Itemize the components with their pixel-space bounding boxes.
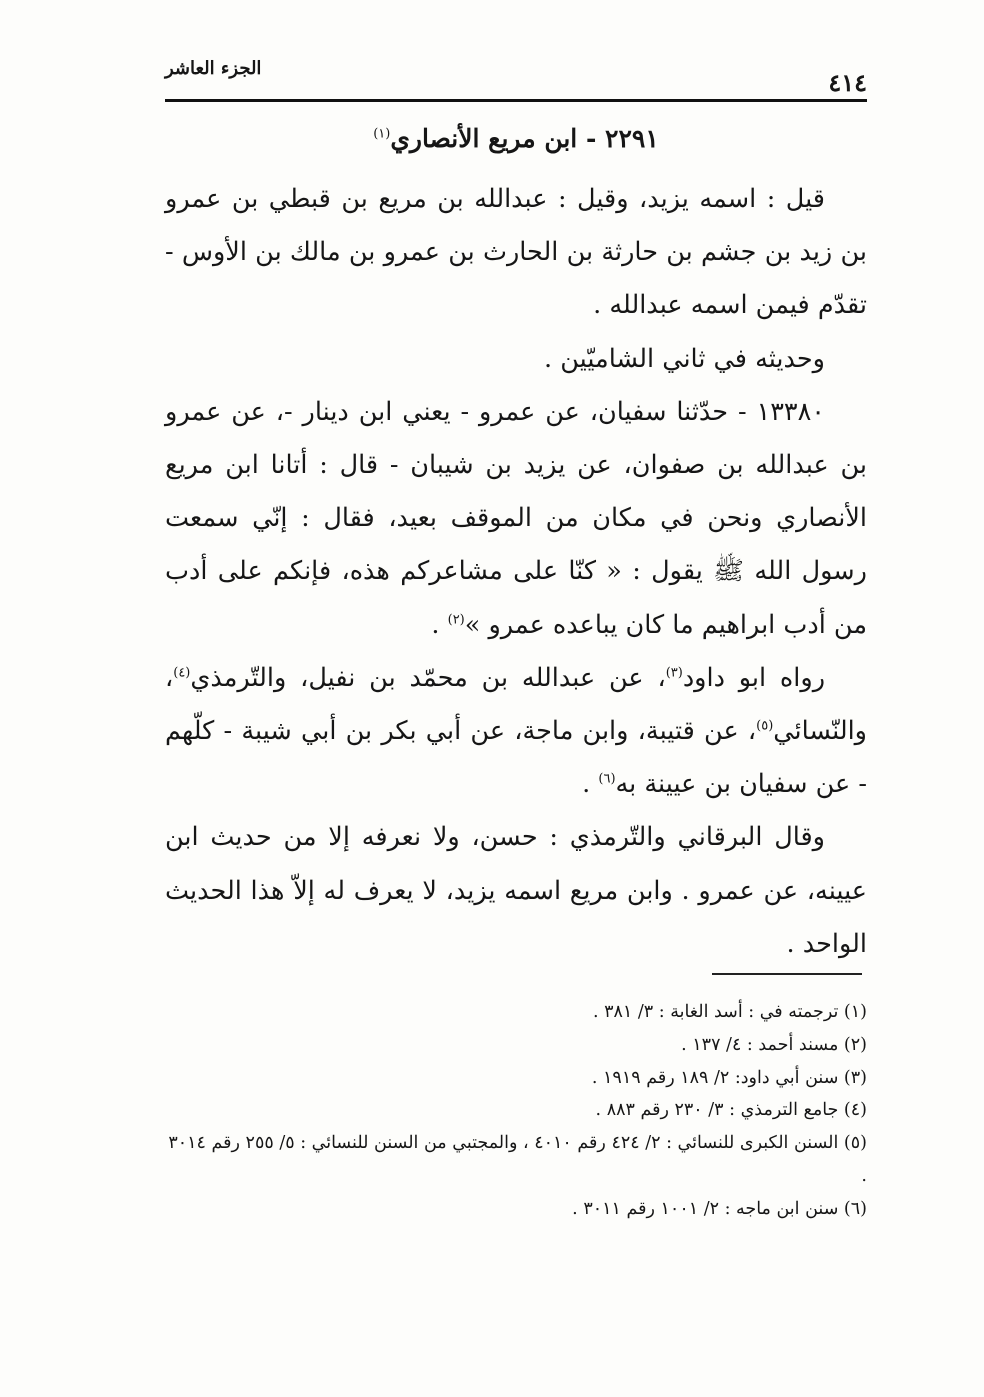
paragraph-takhrij [165, 652, 867, 812]
takhrij-end: . [582, 769, 599, 800]
hadith-text: ١٣٣٨٠ - حدّثنا سفيان، عن عمرو - يعني ابن دينار -، عن عمرو بن عبدالله بن صفوان، عن يزيد بن شيبان - قال : أتانا ابن مريع الأنصاري ونحن في مكان من الموقف بعيد، فقال : إنّي سمعت رسول الله ﷺ يقول : « كنّا على مشاعركم هذه، فإنكم على أدب من أدب ابراهيم ما كان يباعده عمرو » [165, 396, 867, 640]
footnote-ref: (٢) [447, 612, 465, 628]
paragraph-musnad-location: وحديثه في ثاني الشاميّين . [544, 343, 825, 374]
paragraph-hadith [165, 386, 867, 652]
footnote-separator [712, 973, 862, 975]
header-rule [165, 99, 867, 102]
footnote-ref: (٣) [665, 665, 683, 681]
entry-heading [165, 124, 867, 153]
volume-title: الجزء العاشر [165, 58, 262, 79]
takhrij-text: ، عن عبدالله بن محمّد بن نفيل، والتّرمذي [190, 662, 666, 693]
footnote-4: (٤) جامع الترمذي : ٣/ ٢٣٠ رقم ٨٨٣ . [595, 1100, 867, 1121]
footnote-2: (٢) مسند أحمد : ٤/ ١٣٧ . [681, 1034, 867, 1055]
takhrij-text: ، والنّسائي [165, 662, 867, 747]
entry-heading-text: ٢٢٩١ - ابن مريع الأنصاري [390, 124, 659, 153]
footnote-5: (٥) السنن الكبرى للنسائي : ٢/ ٤٢٤ رقم ٤٠١٠ ، والمجتبي من السنن للنسائي : ٥/ ٢٥٥ رقم ٣٠١٤ . [168, 1133, 867, 1186]
footnote-ref: (١) [373, 126, 391, 142]
body-text [165, 173, 867, 971]
paragraph-name-info: قيل : اسمه يزيد، وقيل : عبدالله بن مريع بن قبطي بن عمرو بن زيد بن جشم بن حارثة بن الحارث بن عمرو بن مالك بن الأوس - تقدّم فيمن اسمه عبدالله . [165, 184, 867, 321]
page-number: ٤١٤ [828, 68, 867, 97]
takhrij-text: رواه ابو داود [682, 662, 826, 693]
footnote-ref: (٥) [756, 718, 774, 734]
page-header [165, 48, 867, 100]
footnote-6: (٦) سنن ابن ماجه : ٢/ ١٠٠١ رقم ٣٠١١ . [572, 1198, 867, 1219]
paragraph-grading: وقال البرقاني والتّرمذي : حسن، ولا نعرفه إلا من حديث ابن عيينه، عن عمرو . وابن مريع اسمه يزيد، لا يعرف له إلاّ هذا الحديث الواحد . [165, 822, 867, 959]
footnote-3: (٣) سنن أبي داود: ٢/ ١٨٩ رقم ١٩١٩ . [591, 1067, 867, 1088]
footnote-ref: (٤) [173, 665, 191, 681]
footnotes [160, 996, 867, 1226]
takhrij-text: ، عن قتيبة، وابن ماجة، عن أبي بكر بن أبي شيبة - كلّهم - عن سفيان بن عيينة به [165, 716, 867, 800]
footnote-ref: (٦) [598, 771, 616, 787]
footnote-1: (١) ترجمته في : أسد الغابة : ٣/ ٣٨١ . [592, 1002, 867, 1022]
hadith-end: . [431, 609, 448, 640]
